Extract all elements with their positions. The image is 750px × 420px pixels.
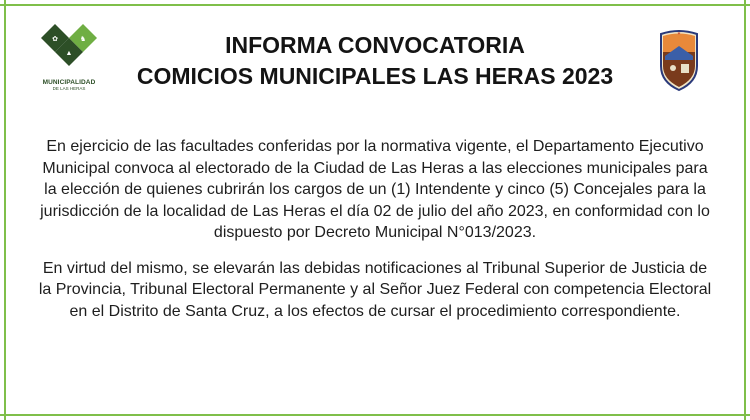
municipality-logo <box>30 22 108 102</box>
paragraph-notifications: En virtud del mismo, se elevarán las debidas notificaciones al Tribunal Superior de Justicia de la Provincia, Tribunal Electoral Permanente y al Señor Juez Federal con competencia Electoral en el Distrito de Santa Cruz, a los efectos de cursar el procedimiento correspondiente. <box>38 259 712 320</box>
municipality-diamond-logo-icon <box>39 22 99 78</box>
svg-text:▲: ▲ <box>65 50 73 57</box>
logo-subtitle: DE LAS HERAS <box>52 86 86 91</box>
page-title <box>130 30 620 92</box>
logo-name: MUNICIPALIDAD <box>42 79 96 86</box>
svg-text:♞: ♞ <box>79 36 87 43</box>
svg-text:✶: ✶ <box>676 31 682 37</box>
header <box>0 0 750 110</box>
frame-bottom-line <box>0 414 750 416</box>
svg-text:✿: ✿ <box>52 36 58 43</box>
title-line-1: INFORMA CONVOCATORIA <box>225 32 525 58</box>
notice-body <box>38 136 712 322</box>
paragraph-convocation: En ejercicio de las facultades conferidas por la normativa vigente, el Departamento Ejecutivo Municipal convoca al electorado de la Ciudad de Las Heras a las elecciones municipales para la elección de quienes cubrirán los cargos de un (1) Intendente y cinco (5) Concejales para la jurisdicción de la localidad de Las Heras el día 02 de julio del año 2023, en conformidad con lo dispuesto por Decreto Municipal N°013/2023. <box>40 138 710 241</box>
title-line-2: COMICIOS MUNICIPALES LAS HERAS 2023 <box>136 63 614 89</box>
coat-of-arms-icon <box>655 26 703 92</box>
